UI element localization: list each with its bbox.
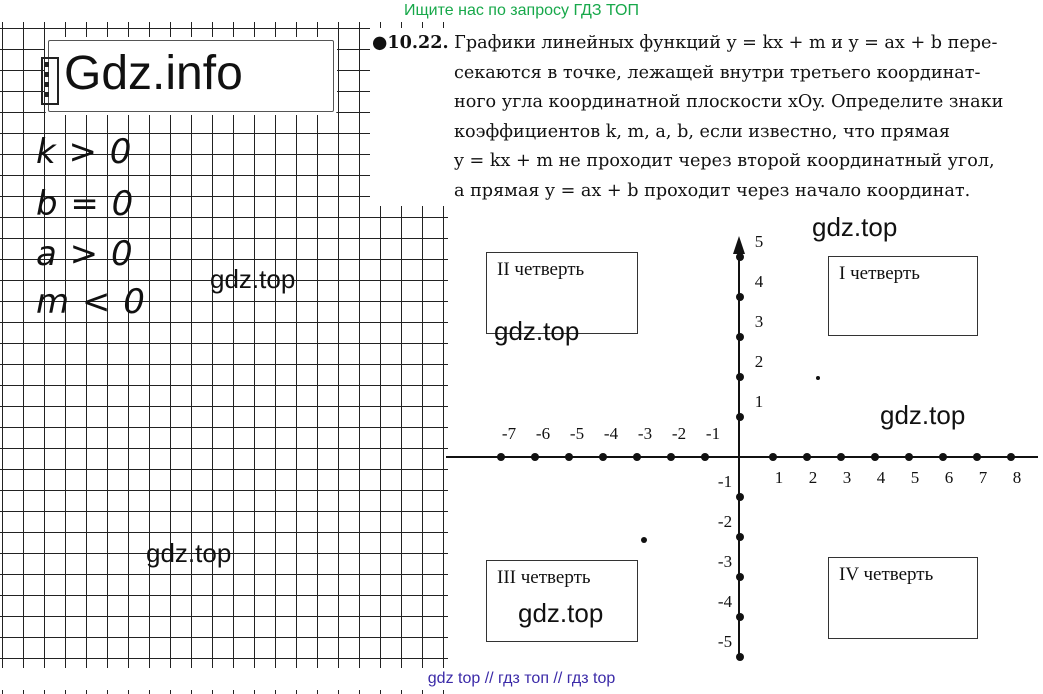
problem-line: ного угла координатной плоскости xOy. Определите знаки [454,92,1004,112]
y-tick-label: 2 [754,352,764,371]
watermark: gdz.top [146,538,232,568]
y-tick-label: 3 [754,312,764,331]
problem-number: ●10.22. [372,32,449,53]
watermark: gdz.top [880,400,966,430]
problem-line: y = kx + m не проходит через второй координатный угол, [454,151,995,171]
y-tick-label: 4 [754,272,764,291]
x-tick-dot [633,453,641,461]
x-tick-label: 6 [944,468,954,487]
quadrant-label: II четверть [497,259,585,280]
watermark: gdz.top [518,598,604,628]
quadrant-label: IV четверть [839,564,934,585]
y-axis-arrow [733,236,745,254]
x-tick-dot [531,453,539,461]
y-tick-label: -4 [717,592,733,611]
solution-line: a > 0 [36,234,134,274]
x-tick-dot [905,453,913,461]
watermark: gdz.top [812,212,898,242]
plot-dot [816,376,820,380]
y-tick-label: 1 [754,392,764,411]
quadrant-1-box [828,256,978,336]
x-tick-label: -1 [705,424,721,443]
y-tick-dot [736,253,744,261]
y-tick-label: -5 [717,632,733,651]
x-tick-dot [497,453,505,461]
x-tick-dot [803,453,811,461]
plot-dot [641,537,647,543]
x-tick-dot [667,453,675,461]
watermark: gdz.top [494,316,580,346]
x-tick-label: -6 [535,424,551,443]
x-tick-label: 3 [842,468,852,487]
x-tick-label: -5 [569,424,585,443]
x-tick-dot [837,453,845,461]
x-tick-dot [939,453,947,461]
x-tick-dot [565,453,573,461]
problem-line: коэффициентов k, m, a, b, если известно, что прямая [454,121,950,142]
solution-line: b = 0 [36,184,135,224]
footer-links[interactable]: gdz top // гдз топ // гдз top [0,668,1043,690]
y-tick-dot [736,373,744,381]
x-tick-label: 5 [910,468,920,487]
x-tick-label: -2 [671,424,687,443]
y-tick-dot [736,413,744,421]
y-tick-dot [736,573,744,581]
y-tick-dot [736,333,744,341]
y-tick-dot [736,653,744,661]
x-tick-dot [1007,453,1015,461]
quadrant-label: I четверть [839,263,920,284]
problem-line: а прямая y = ax + b проходит через начало координат. [454,180,971,201]
y-tick-dot [736,293,744,301]
x-tick-dot [769,453,777,461]
y-tick-label: -1 [717,472,733,491]
problem-line: секаются в точке, лежащей внутри третьего координат- [454,62,981,83]
y-tick-dot [736,493,744,501]
x-tick-label: 1 [774,468,784,487]
y-tick-dot [736,533,744,541]
quadrant-label: III четверть [497,567,591,588]
y-tick-label: -2 [717,512,733,531]
solution-line: m < 0 [36,282,146,322]
problem-line: Графики линейных функций y = kx + m и y = ax + b пере- [454,33,998,53]
logo-text[interactable]: Gdz.info [64,47,243,100]
x-tick-label: 4 [876,468,886,487]
x-tick-label: 7 [978,468,988,487]
quadrant-4-box [828,557,978,639]
x-tick-dot [599,453,607,461]
x-tick-dot [973,453,981,461]
top-banner[interactable]: Ищите нас по запросу ГДЗ ТОП [404,2,639,19]
x-tick-label: -4 [603,424,619,443]
y-tick-label: 5 [754,232,764,251]
x-tick-label: 2 [808,468,818,487]
x-tick-dot [871,453,879,461]
y-tick-dot [736,613,744,621]
y-tick-label: -3 [717,552,733,571]
x-tick-label: 8 [1012,468,1022,487]
x-tick-label: -3 [637,424,653,443]
watermark: gdz.top [210,264,296,294]
solution-line: k > 0 [36,132,133,172]
x-tick-label: -7 [501,424,517,443]
x-tick-dot [701,453,709,461]
